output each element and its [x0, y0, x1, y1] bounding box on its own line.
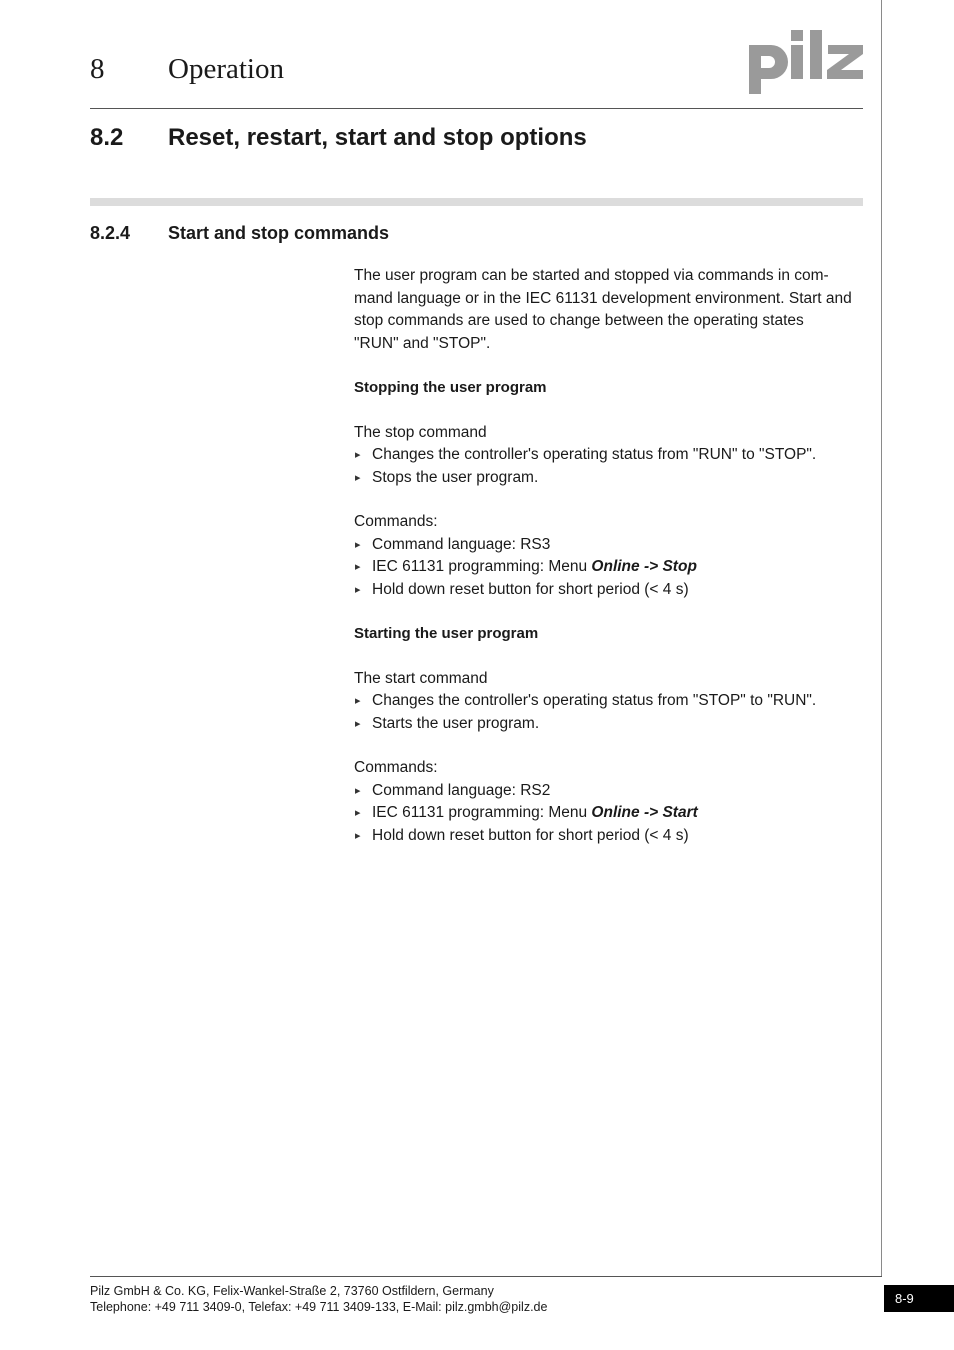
start-effects: [354, 668, 864, 736]
start-commands: [354, 757, 864, 847]
triangle-right-icon: ▸: [355, 829, 361, 842]
intro-line: stop commands are used to change between the operating states: [354, 312, 804, 329]
subsection-number: 8.2.4: [90, 223, 131, 243]
list-item: ▸ Command language: RS2: [354, 780, 864, 803]
chapter-number: 8: [90, 53, 105, 85]
intro-line: "RUN" and "STOP".: [354, 334, 491, 352]
stop-heading: Stopping the user program: [354, 379, 547, 396]
triangle-right-icon: ▸: [355, 695, 361, 707]
right-margin-rule: [881, 0, 882, 1276]
start-heading: Starting the user program: [354, 625, 539, 642]
start-commands-label: Commands:: [354, 759, 438, 776]
stop-commands-label: Commands:: [354, 513, 438, 530]
chapter-title: Operation: [168, 53, 284, 85]
triangle-right-icon: ▸: [355, 538, 361, 551]
triangle-right-icon: ▸: [355, 807, 361, 819]
pilz-logo: [748, 27, 865, 97]
triangle-right-icon: ▸: [355, 717, 361, 730]
footer-address: [90, 1283, 547, 1315]
triangle-right-icon: ▸: [355, 471, 361, 484]
menu-path-start: Online -> Start: [591, 804, 698, 821]
footer-line-1: Pilz GmbH & Co. KG, Felix-Wankel-Straße 2, 73760 Ostfildern, Germany: [90, 1284, 494, 1298]
triangle-right-icon: ▸: [355, 449, 361, 461]
list-item: ▸ Changes the controller's operating status from "RUN" to "STOP".: [354, 444, 864, 467]
triangle-right-icon: ▸: [355, 784, 361, 797]
body-content: [354, 265, 864, 869]
stop-commands: [354, 511, 864, 601]
intro-line: The user program can be started and stopped via commands in com-: [354, 267, 829, 284]
page-number: 8-9: [884, 1285, 954, 1312]
list-item: ▸ Hold down reset button for short period (< 4 s): [354, 825, 864, 848]
list-item: ▸ IEC 61131 programming: Menu Online -> Start: [354, 802, 864, 825]
list-item: ▸ Hold down reset button for short period (< 4 s): [354, 579, 864, 602]
section-divider-bar: [90, 198, 863, 206]
intro-line: mand language or in the IEC 61131 development environment. Start and: [354, 289, 852, 307]
footer-line-2: Telephone: +49 711 3409-0, Telefax: +49 711 3409-133, E-Mail: pilz.gmbh@pilz.de: [90, 1300, 548, 1314]
intro-paragraph: [354, 265, 864, 355]
footer-rule: [90, 1276, 882, 1277]
section-number: 8.2: [90, 124, 124, 151]
triangle-right-icon: ▸: [355, 583, 361, 596]
section-title: Reset, restart, start and stop options: [168, 124, 587, 151]
list-item: ▸ Starts the user program.: [354, 713, 864, 736]
header-rule: [90, 108, 863, 109]
subsection-title: Start and stop commands: [168, 223, 390, 243]
stop-command-label: The stop command: [354, 423, 487, 441]
list-item: ▸ Stops the user program.: [354, 467, 864, 490]
list-item: ▸ Command language: RS3: [354, 534, 864, 557]
start-command-label: The start command: [354, 669, 488, 687]
stop-effects: [354, 422, 864, 490]
list-item: ▸ IEC 61131 programming: Menu Online -> Stop: [354, 556, 864, 579]
list-item: ▸ Changes the controller's operating status from "STOP" to "RUN".: [354, 690, 864, 713]
triangle-right-icon: ▸: [355, 561, 361, 573]
menu-path-stop: Online -> Stop: [591, 558, 697, 575]
